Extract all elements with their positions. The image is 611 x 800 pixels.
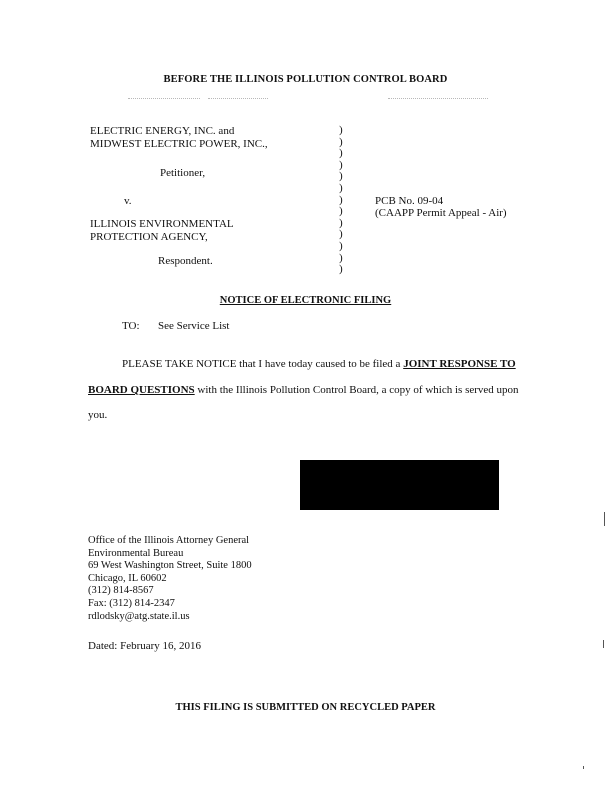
petitioner-name-line2: MIDWEST ELECTRIC POWER, INC.,: [90, 138, 268, 150]
petitioner-role: Petitioner,: [160, 167, 206, 179]
scan-artifact-line: [128, 98, 200, 99]
notice-paragraph-end: you.: [88, 409, 108, 421]
caption-parentheses: [339, 125, 349, 276]
document-title-part1: JOINT RESPONSE TO: [403, 358, 516, 370]
address-line: Chicago, IL 60602: [88, 572, 167, 584]
board-title: BEFORE THE ILLINOIS POLLUTION CONTROL BOARD: [163, 74, 448, 85]
caption-paren: ): [339, 193, 343, 206]
notice-paragraph-line1: [122, 358, 516, 370]
case-type: (CAAPP Permit Appeal - Air): [375, 207, 507, 219]
notice-paragraph-line2: [88, 384, 519, 396]
scan-artifact-line: [388, 98, 488, 99]
notice-title: NOTICE OF ELECTRONIC FILING: [219, 295, 392, 306]
notice-paragraph-middle: with the Illinois Pollution Control Board, a copy of which is served upon: [194, 384, 519, 396]
address-line: Fax: (312) 814-2347: [88, 597, 175, 609]
scan-artifact-line: [208, 98, 268, 99]
document-title-part2: BOARD QUESTIONS: [88, 384, 195, 396]
caption-paren: ): [339, 158, 343, 171]
scan-edge-mark: [583, 766, 584, 769]
caption-paren: ): [339, 147, 343, 160]
scan-edge-mark: [603, 640, 604, 648]
caption-paren: ): [339, 135, 343, 148]
caption-paren: ): [339, 124, 343, 136]
caption-paren: ): [339, 228, 343, 241]
notice-paragraph-start: PLEASE TAKE NOTICE that I have today caused to be filed a: [122, 358, 404, 370]
to-value: See Service List: [158, 320, 230, 332]
attorney-address-block: [88, 535, 252, 623]
caption-paren: ): [339, 251, 343, 264]
versus-label: v.: [124, 195, 132, 207]
caption-paren: ): [339, 263, 343, 276]
respondent-name-line1: ILLINOIS ENVIRONMENTAL: [90, 218, 234, 230]
scan-edge-mark: [604, 512, 605, 526]
caption-paren: ): [339, 216, 343, 229]
petitioner-name-line1: ELECTRIC ENERGY, INC. and: [90, 125, 235, 137]
address-line: (312) 814-8567: [88, 585, 154, 597]
case-number: PCB No. 09-04: [375, 195, 444, 207]
address-line: Environmental Bureau: [88, 547, 184, 559]
redacted-signature-block: [300, 460, 499, 510]
address-line: Office of the Illinois Attorney General: [88, 535, 250, 546]
to-label: TO:: [122, 320, 140, 332]
respondent-role: Respondent.: [158, 255, 213, 267]
respondent-name-line2: PROTECTION AGENCY,: [90, 231, 208, 243]
caption-paren: ): [339, 205, 343, 218]
address-email: rdlodsky@atg.state.il.us: [88, 610, 190, 622]
date-line: Dated: February 16, 2016: [88, 640, 202, 652]
caption-paren: ): [339, 170, 343, 183]
caption-paren: ): [339, 239, 343, 252]
caption-paren: ): [339, 181, 343, 194]
recycled-paper-footer: THIS FILING IS SUBMITTED ON RECYCLED PAPER: [175, 702, 436, 713]
address-line: 69 West Washington Street, Suite 1800: [88, 560, 252, 572]
